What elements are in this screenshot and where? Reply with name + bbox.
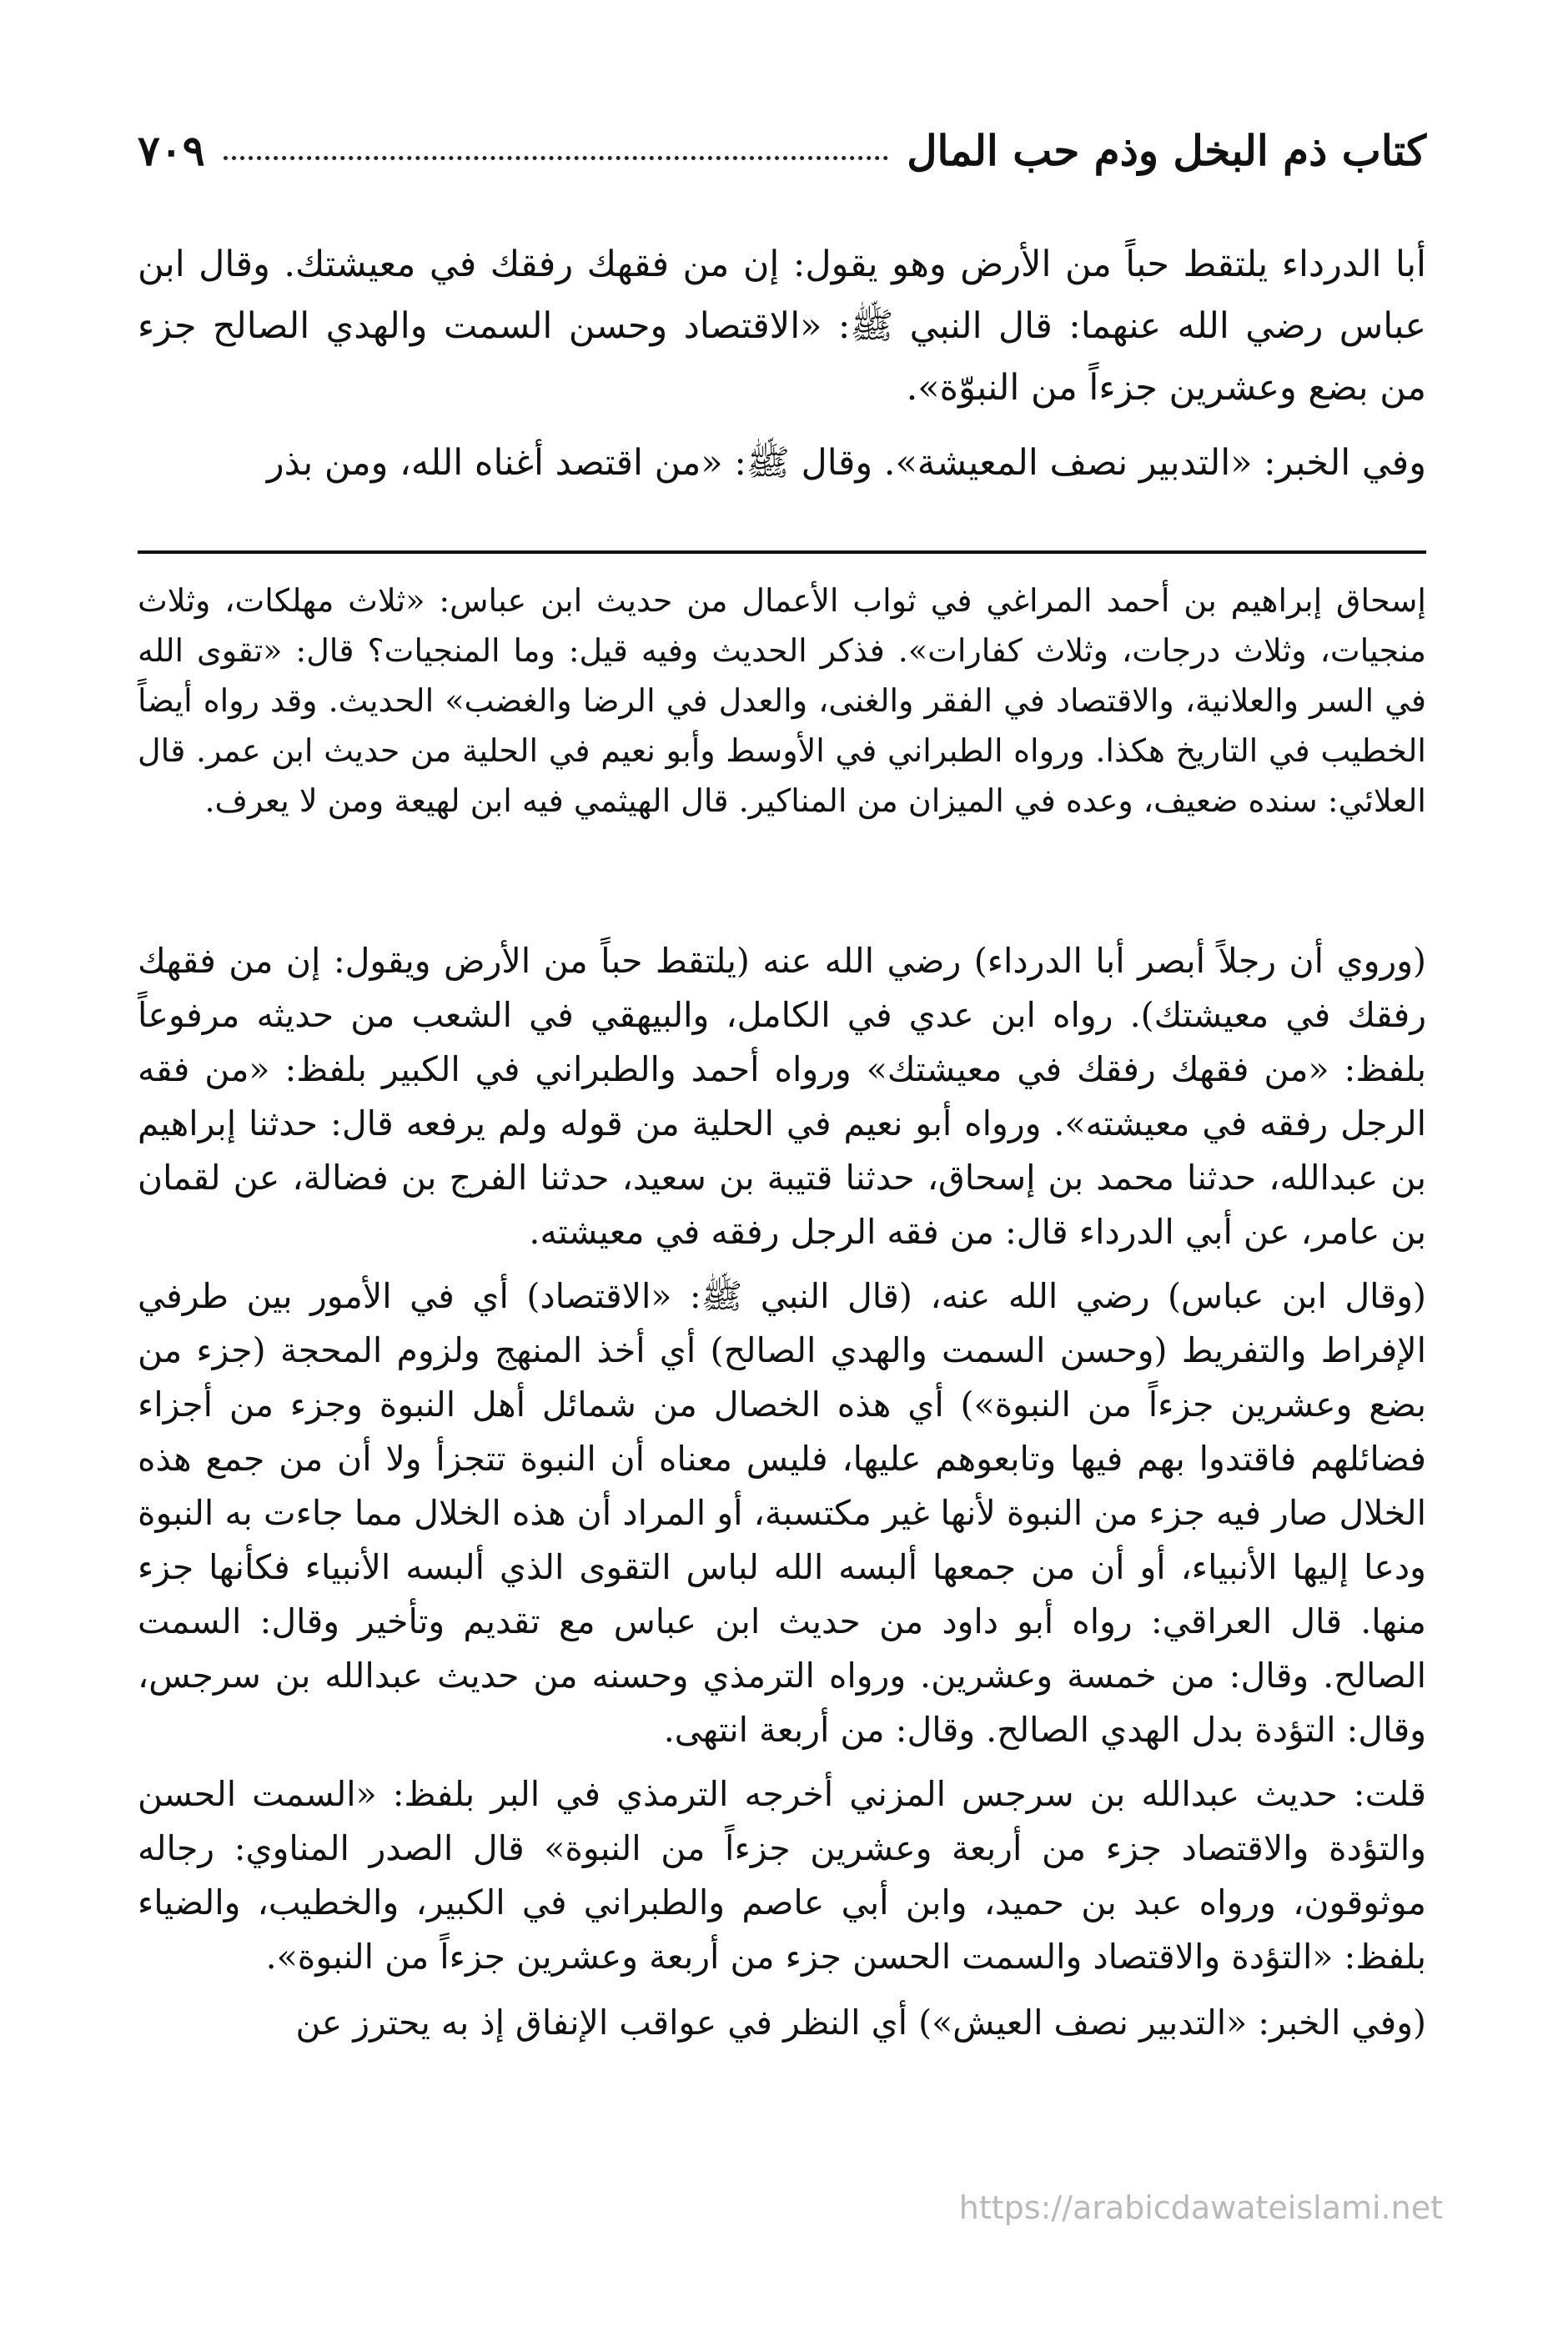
commentary-paragraph: (وفي الخبر: «التدبير نصف العيش») أي النظر في عواقب الإنفاق إذ به يحترز عن [295,2003,1426,2043]
main-paragraph: أبا الدرداء يلتقط حباً من الأرض وهو يقول: إن من فقهك رفقك في معيشتك. وقال ابن عباس رضي الله عنهما: قال النبي ﷺ: «الاقتصاد وحسن السمت والهدي الصالح جزء من بضع وعشرين جزءاً من النبوّة». [138,244,1426,409]
page-number: ٧٠٩ [138,126,205,175]
chapter-title: كتاب ذم البخل وذم حب المال [907,126,1426,175]
footnote-separator [138,550,1426,554]
header-dotted-leader [224,156,889,160]
commentary-paragraph: (وروي أن رجلاً أبصر أبا الدرداء) رضي الله عنه (يلتقط حباً من الأرض ويقول: إن من فقهك رفقك في معيشتك). رواه ابن عدي في الكامل، والبيهقي في الشعب من حديثه مرفوعاً بلفظ: «من فقهك رفقك في معيشتك» ورواه أحمد والطبراني في الكبير بلفظ: «من فقه الرجل رفقه في معيشته». ورواه أبو نعيم في الحلية من قوله ولم يرفعه قال: حدثنا إبراهيم بن عبدالله، حدثنا محمد بن إسحاق، حدثنا قتيبة بن سعيد، حدثنا الفرج بن فضالة، عن لقمان بن عامر، عن أبي الدرداء قال: من فقه الرجل رفقه في معيشته. [138,941,1426,1252]
commentary [138,934,1426,2060]
running-header [138,100,1426,175]
footnote-paragraph: إسحاق إبراهيم بن أحمد المراغي في ثواب الأعمال من حديث ابن عباس: «ثلاث مهلكات، وثلاث منجيات، وثلاث درجات، وثلاث كفارات». فذكر الحديث وفيه قيل: وما المنجيات؟ قال: «تقوى الله في السر والعلانية، والاقتصاد في الفقر والغنى، والعدل في الرضا والغضب» الحديث. وقد رواه أيضاً الخطيب في التاريخ هكذا. ورواه الطبراني في الأوسط وأبو نعيم في الحلية من حديث ابن عمر. قال العلائي: سنده ضعيف، وعده في الميزان من المناكير. قال الهيثمي فيه ابن لهيعة ومن لا يعرف. [138,582,1426,819]
footnotes [138,575,1426,826]
watermark-url: https://arabicdawateislami.net [958,2189,1443,2226]
main-text [138,234,1426,494]
commentary-paragraph: قلت: حديث عبدالله بن سرجس المزني أخرجه الترمذي في البر بلفظ: «السمت الحسن والتؤدة والاقتصاد جزء من أربعة وعشرين جزءاً من النبوة» قال الصدر المناوي: رجاله موثوقون، ورواه عبد بن حميد، وابن أبي عاصم والطبراني في الكبير، والخطيب، والضياء بلفظ: «التؤدة والاقتصاد والسمت الحسن جزء من أربعة وعشرين جزءاً من النبوة». [138,1774,1426,1977]
main-paragraph: وفي الخبر: «التدبير نصف المعيشة». وقال ﷺ: «من اقتصد أغناه الله، ومن بذر [266,442,1426,484]
commentary-paragraph: (وقال ابن عباس) رضي الله عنه، (قال النبي ﷺ: «الاقتصاد) أي في الأمور بين طرفي الإفراط والتفريط (وحسن السمت والهدي الصالح) أي أخذ المنهج ولزوم المحجة (جزء من بضع وعشرين جزءاً من النبوة») أي هذه الخصال من شمائل أهل النبوة وجزء من أجزاء فضائلهم فاقتدوا بهم فيها وتابعوهم عليها، فليس معناه أن النبوة تتجزأ ولا أن من جمع هذه الخلال صار فيه جزء من النبوة لأنها غير مكتسبة، أو المراد أن هذه الخلال مما جاءت به النبوة ودعا إليها الأنبياء، أو أن من جمعها ألبسه الله لباس التقوى الذي ألبسه الأنبياء فكأنها جزء منها. قال العراقي: رواه أبو داود من حديث ابن عباس مع تقديم وتأخير وقال: السمت الصالح. وقال: من خمسة وعشرين. ورواه الترمذي وحسنه من حديث عبدالله بن سرجس، وقال: التؤدة بدل الهدي الصالح. وقال: من أربعة انتهى. [138,1276,1426,1750]
